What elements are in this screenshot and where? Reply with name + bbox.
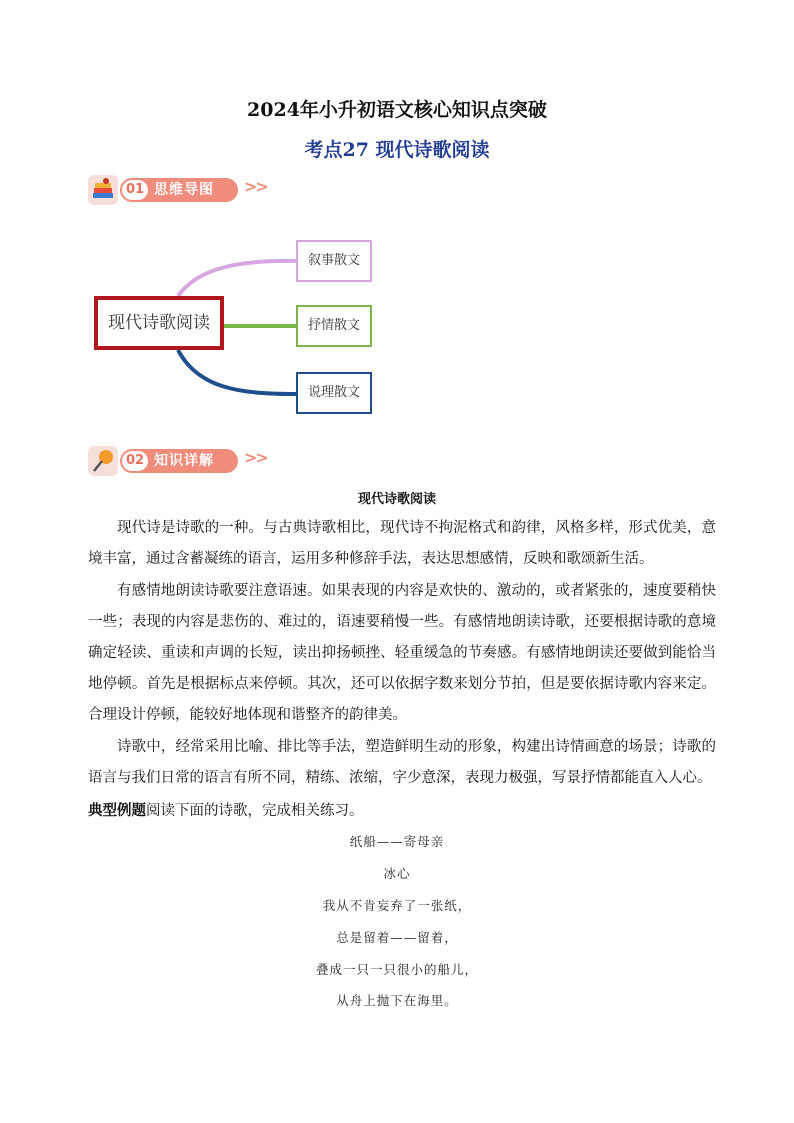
poem-line: 总是留着——留着， bbox=[336, 930, 458, 945]
section-number: 01 bbox=[122, 180, 148, 200]
mindmap-node-lyrical: 抒情散文 bbox=[296, 305, 372, 347]
paragraph-techniques: 诗歌中，经常采用比喻、排比等手法，塑造鲜明生动的形象，构建出诗情画意的场景；诗歌的语言与我们日常的语言有所不同，精练、浓缩，字少意深，表现力极强，写景抒情都能直入人心。 bbox=[88, 739, 716, 786]
poem-title: 纸船——寄母亲 bbox=[349, 834, 445, 849]
poem-line: 我从不肯妄弃了一张纸， bbox=[322, 898, 472, 913]
content-heading: 现代诗歌阅读 bbox=[357, 492, 436, 507]
mindmap-connector-3 bbox=[178, 350, 296, 394]
mindmap-root-node: 现代诗歌阅读 bbox=[94, 296, 224, 350]
section-label: 知识详解 bbox=[154, 453, 214, 469]
pushpin-icon bbox=[88, 446, 118, 476]
section-banner-mindmap bbox=[88, 174, 278, 206]
chevrons-icon: >> bbox=[244, 177, 267, 196]
example-text: 阅读下面的诗歌，完成相关练习。 bbox=[146, 803, 364, 819]
example-question bbox=[88, 795, 728, 827]
poem-line: 从舟上抛下在海里。 bbox=[336, 993, 458, 1008]
document-subtitle: 考点27 现代诗歌阅读 bbox=[304, 139, 490, 161]
paragraph-reading: 有感情地朗读诗歌要注意语速。如果表现的内容是欢快的、激动的，或者紧张的，速度要稍快一些；表现的内容是悲伤的、难过的，语速要稍慢一些。有感情地朗读诗歌，还要根据诗歌的意境确定轻读、重读和声调的长短，读出抑扬顿挫、轻重缓急的节奏感。有感情地朗读还要做到能恰当地停顿。首先是根据标点来停顿。其次，还可以依据字数来划分节拍，但是要依据诗歌内容来定。合理设计停顿，能较好地体现和谐整齐的韵律美。 bbox=[88, 583, 716, 723]
mindmap-connector-1 bbox=[178, 261, 296, 296]
section-label: 思维导图 bbox=[154, 182, 214, 198]
paragraph-intro: 现代诗是诗歌的一种。与古典诗歌相比，现代诗不拘泥格式和韵律，风格多样，形式优美，意境丰富，通过含蓄凝练的语言，运用多种修辞手法，表达思想感情，反映和歌颂新生活。 bbox=[88, 520, 716, 567]
poem-line: 叠成一只一只很小的船儿， bbox=[315, 962, 478, 977]
mindmap-node-narrative: 叙事散文 bbox=[296, 240, 372, 282]
books-icon bbox=[88, 175, 118, 205]
chevrons-icon: >> bbox=[244, 448, 267, 467]
example-label: 典型例题 bbox=[88, 802, 146, 819]
mind-map bbox=[88, 228, 388, 418]
section-banner-knowledge bbox=[88, 445, 278, 477]
document-title: 2024年小升初语文核心知识点突破 bbox=[247, 99, 547, 121]
mindmap-node-argumentative: 说理散文 bbox=[296, 372, 372, 414]
poem-author: 冰心 bbox=[383, 866, 411, 881]
section-number: 02 bbox=[122, 451, 148, 471]
